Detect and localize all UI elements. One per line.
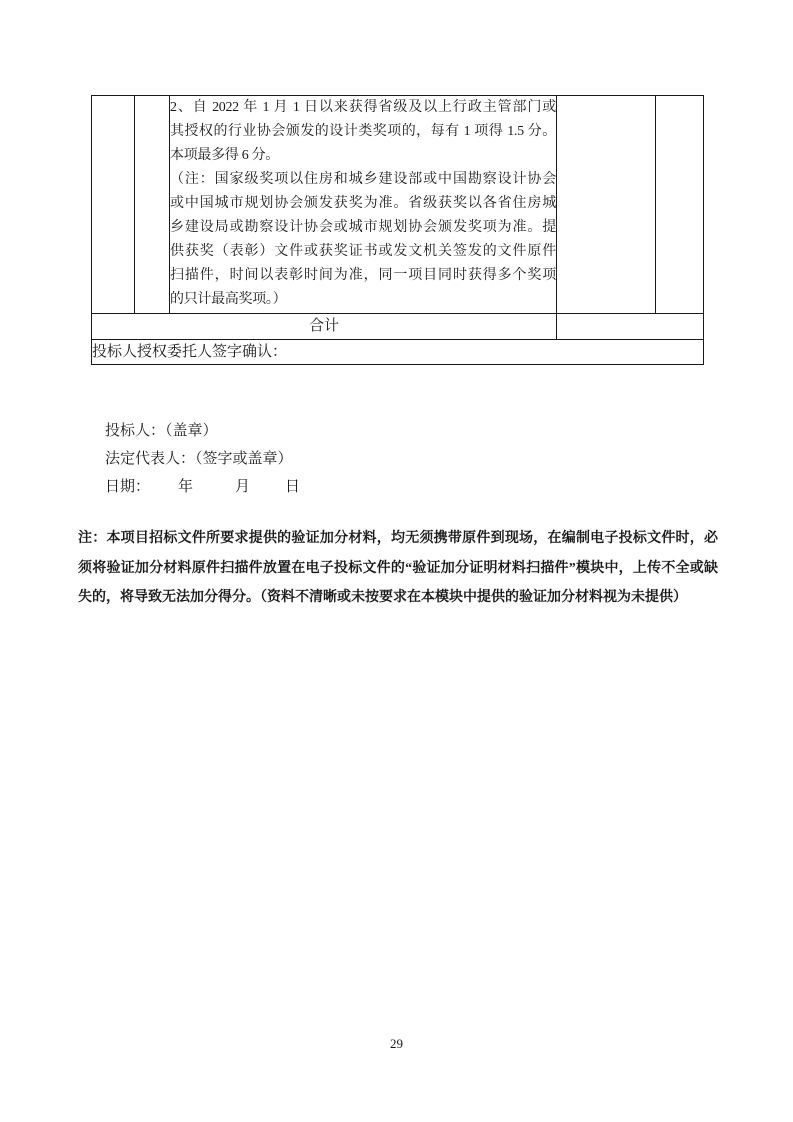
criteria-line: 或中国城市规划协会颁发获奖为准。省级获奖以各省住房城 (170, 196, 556, 211)
score-entry-cell (557, 96, 656, 314)
date-label: 日期： (105, 479, 151, 495)
criteria-line: 的只计最高奖项。） (170, 292, 287, 307)
year-label: 年 (178, 479, 194, 495)
page-number: 29 (390, 1036, 403, 1051)
total-label-cell: 合计 (92, 314, 557, 340)
total-value-cell (557, 314, 704, 340)
criteria-line: 乡建设局或勘察设计协会或城市规划协会颁发奖项为准。提 (170, 220, 556, 235)
score-table (91, 95, 704, 365)
bidder-seal-line: 投标人：（盖章） (105, 423, 218, 439)
note-paragraph: 注：本项目招标文件所要求提供的验证加分材料，均无须携带原件到现场，在编制电子投标文件时，必须将验证加分材料原件扫描件放置在电子投标文件的“验证加分证明材料扫描件”模块中，上传不全或缺失的，将导致无法加分得分。（资料不清晰或未按要求在本模块中提供的验证加分材料视为未提供） (78, 531, 718, 605)
legal-representative-line: 法定代表人：（签字或盖章） (105, 451, 293, 467)
criteria-line: 本项最多得 6 分。 (170, 148, 279, 163)
score-result-cell (656, 96, 704, 314)
criteria-line: 其授权的行业协会颁发的设计类奖项的，每有 1 项得 1.5 分。 (170, 124, 556, 139)
month-label: 月 (235, 479, 251, 495)
empty-cell-col1 (92, 96, 135, 314)
criteria-line: （注：国家级奖项以住房和城乡建设部或中国勘察设计协会 (170, 172, 556, 187)
day-label: 日 (285, 479, 301, 495)
criteria-cell (170, 96, 557, 314)
criteria-line: 供获奖（表彰）文件或获奖证书或发文机关签发的文件原件 (170, 244, 556, 259)
signature-block (105, 421, 300, 505)
signature-confirm-cell: 投标人授权委托人签字确认： (92, 340, 704, 365)
empty-cell-col2 (135, 96, 170, 314)
criteria-line: 2、自 2022 年 1 月 1 日以来获得省级及以上行政主管部门或 (170, 100, 556, 115)
criteria-line: 扫描件，时间以表彰时间为准，同一项目同时获得多个奖项 (170, 268, 556, 283)
date-line (105, 477, 300, 497)
